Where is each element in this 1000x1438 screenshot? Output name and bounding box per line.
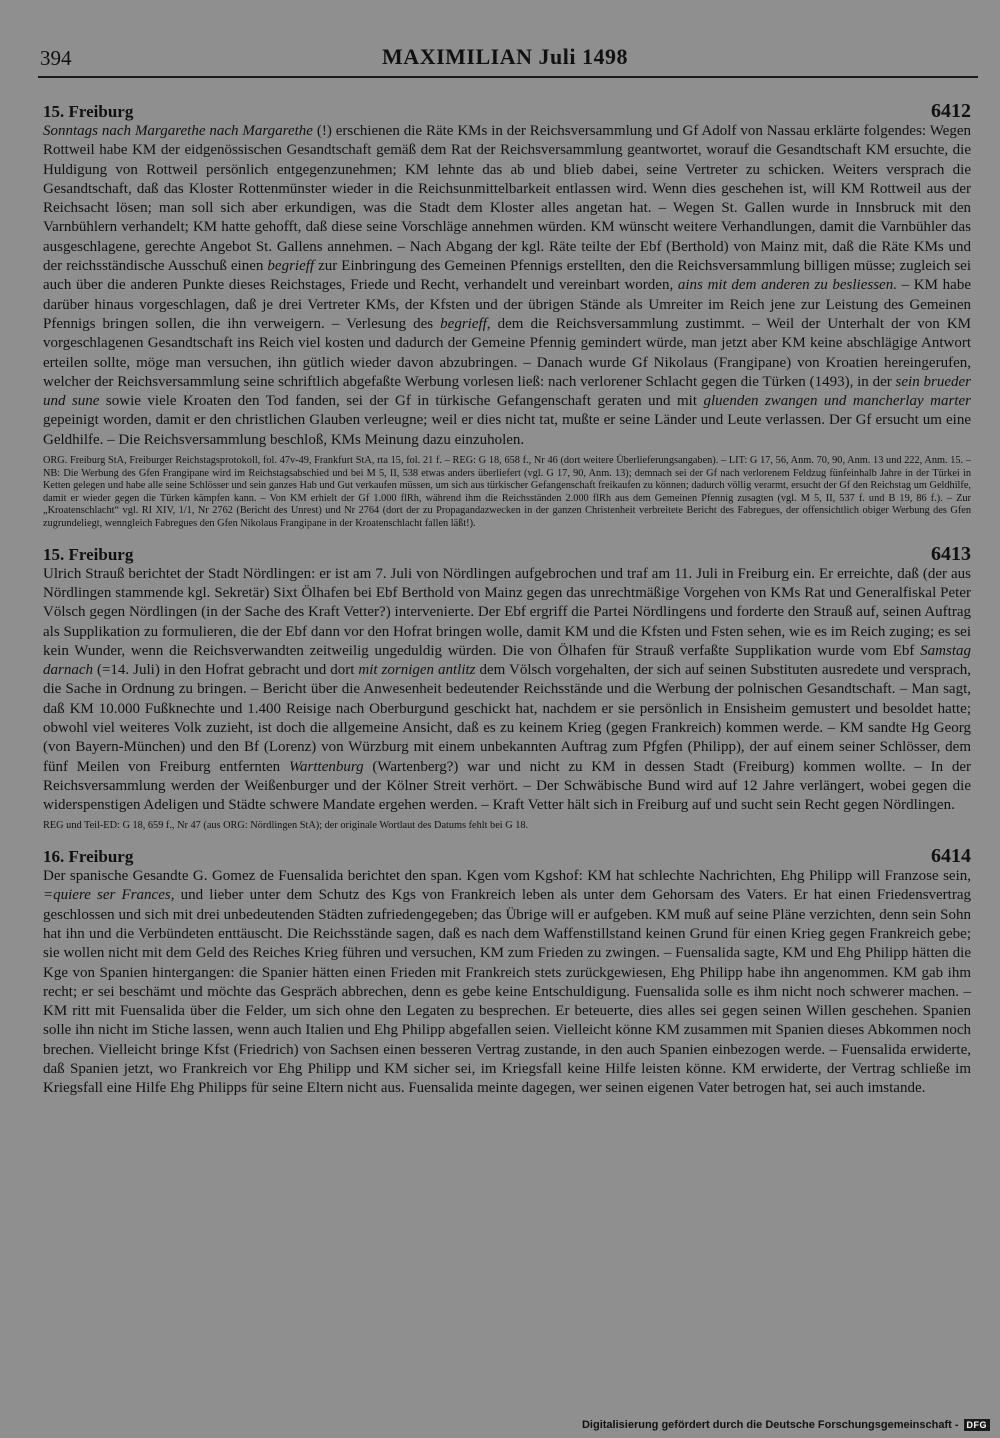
header-rule [38, 76, 978, 78]
body-text: und lieber unter dem Schutz des Kgs von Frankreich leben als unter dem Gehorsam des Vaters. Er hat einen Friedensvertrag geschlossen und sich mit drei unbedeutenden Städten zufriedengegeben; das Übrige will er aufgeben. KM muß auf seine Pläne verzichten, denn sein Sohn hat ihn und die Verbündeten enttäuscht. Die Reichsstände sagen, daß es nach dem Waffenstillstand keinen Grund für einen Krieg gegen Frankreich gebe; sie wollen nicht mit dem Geld des Reiches Krieg führen und versuchen, KM zum Frieden zu zwingen. – Fuensalida sagte, KM und Ehg Philipp hätten die Kge von Spanien hintergangen: die Spanier hätten einen Frieden mit Frankreich stets zurückgewiesen, Ehg Philipp habe ihn angenommen. KM gab ihm recht; er sei beschämt und möchte das Gespräch abbrechen, denn es gebe keine Entschuldigung. Fuensalida solle es ihm nicht noch schwerer machen. – KM ritt mit Fuensalida über die Felder, um sich ohne den Legaten zu besprechen. Er beteuerte, dies alles sei gegen seinen Willen geschehen. Spanien solle ihn nicht im Stiche lassen, wenn auch Italien und Ehg Philipp abgefallen seien. Vielleicht könne KM zusammen mit Spanien dieses Abkommen noch brechen. Vielleicht bringe Kfst (Friedrich) von Sachsen einen besseren Vertrag zustande, in den auch Spanien einbezogen werde. – Fuensalida erwiderte, daß Spanien jetzt, wo Frankreich vor Ehg Philipp und KM sicher sei, im Kriegsfall keine Hilfe leisten könne. KM erwiderte, der Vertrag schließe im Kriegsfall eine Hilfe Ehg Philipps für seine Eltern nicht aus. Fuensalida meinte dagegen, wer seinen eigenen Vater betrogen hat, sei auch imstande. [43, 887, 971, 1097]
body-text: Der spanische Gesandte G. Gomez de Fuensalida berichtet den span. Kgen vom Kgshof: KM hat schlechte Nachrichten, Ehg Philipp will Franzose sein, [43, 868, 971, 885]
quoted-source-text: Sonntags nach Margarethe nach Margarethe [43, 123, 313, 139]
entry-notes: ORG. Freiburg StA, Freiburger Reichstagsprotokoll, fol. 47v-49, Frankfurt StA, rta 15, fol. 21 f. – REG: G 18, 658 f., Nr 46 (dort weitere Überlieferungsangaben). – LIT: G 17, 56, Anm. 70, 90, Anm. 13 und 222, Anm. 15. – NB: Die Werbung des Gfen Frangipane wird im Reichstagsabschied und bei M 5, II, 538 etwas anders überliefert (vgl. G 17, 90, Anm. 13); demnach sei der Gf nach verlorenem Feldzug fünfeinhalb Jahre in der Türkei in Ketten gelegen und habe alle seine Schlösser und sein ganzes Hab und Gut verkaufen müssen, um sich aus türkischer Gefangenschaft freikaufen zu können; dadurch völlig verarmt, ersucht der Gf den Reichstag um Geldhilfe, damit er wieder gegen die Türken kämpfen kann. – Von KM erhielt der Gf 1.000 flRh, während ihm die Reichsständen 2.000 flRh aus dem Gemeinen Pfennig zusagten (vgl. M 5, II, 537 f. und B 19, 86 f.). – Zur „Kroatenschlacht“ vgl. RI XIV, 1/1, Nr 2762 (Bericht des Unrest) und Nr 2764 (dort der zu Propagandazwecken in der ganzen Christenheit verbreitete Bericht des Fabregues, der offensichtlich obiger Werbung des Gfen zugrundeliegt, wenngleich Fabregues den Gfen Nikolaus Frangipane in der Kroatenschlacht fallen läßt!). [43, 455, 971, 530]
quoted-source-text: gluenden zwangen und mancherlay marter [703, 393, 971, 410]
entry-heading [43, 100, 971, 122]
quoted-source-text: Warttenburg [288, 758, 364, 775]
body-text: (Wartenberg?) war und nicht zu KM in dessen Stadt (Freiburg) kommen wollte. – In der Reichsversammlung werden der Weißenburger und der Kölner Streit verhört. – Der Schwäbische Bund wird auf 12 Jahre verlängert, wobei gegen die widerspenstigen Adeligen und Städte schwere Mandate ergehen werden. – Kraft Vetter hält sich in Freiburg auf und sucht sein Recht gegen Nördlingen. [43, 758, 971, 814]
entry-body [43, 122, 971, 450]
regest-entry [43, 845, 971, 1099]
body-text: Ulrich Strauß berichtet der Stadt Nördlingen: er ist am 7. Juli von Nördlingen aufgebrochen und traf am 11. Juli in Freiburg ein. Er erreichte, daß (der aus Nördlingen stammende kgl. Sekretär) Sixt Ölhafen bei Ebf Berthold von Mainz gegen das unrechtmäßige Vorgehen von KMs Rat und Generalfiskal Peter Völsch gegen Nördlingen (in der Sache des Kraft Vetter?) intervenierte. Der Ebf ergriff die Partei Nördlingens und forderte den Strauß auf, seinen Auftrag als Supplikation zu formulieren, die der Ebf dann vor den Hofrat bringen wolle, damit KM und die Kfsten und Fsten sehen, wie es im Reich zuging; es sei kein Wunder, wenn die Reichsverwandten zeitweilig ungeduldig würden. Die von Ölhafen für Strauß verfaßte Supplikation wurde vom Ebf [43, 565, 971, 659]
running-head: MAXIMILIAN Juli 1498 [382, 44, 628, 69]
body-text: – KM habe darüber hinaus vorgeschlagen, daß je drei Vertreter KMs, der Kfsten und der übrigen Stände als Umreiter im Reich jene zur Leistung des Gemeinen Pfennigs bringen sollen, die ihn verweigern. – Verlesung des [43, 277, 971, 332]
entry-number: 6413 [931, 542, 971, 565]
body-text: dem Völsch vorgehalten, der sich auf seinen Substituten ausredete und versprach, die Sache in Ordnung zu bringen. – Bericht über die Anwesenheit bedeutender Reichsstände und die Werbung der polnischen Gesandtschaft. – Man sagt, daß KM 10.000 Fußknechte und 1.400 Reisige nach Oberburgund geschickt hat, nachdem er sie persönlich in Ensisheim gemustert und besoldet hatte; obwohl viel weiteres Volk zuzieht, ist doch die allgemeine Ansicht, daß es zu keinem Krieg (gegen Frankreich) kommen werde. – KM sandte Hg Georg (von Bayern-München) und den Bf (Lorenz) von Würzburg mit einem unbekannten Auftrag zum Pfgfen (Philipp), der auf einem seiner Schlösser, dem fünf Meilen von Freiburg entfernten [43, 662, 971, 775]
quoted-source-text: Samstag darnach [43, 642, 971, 679]
entry-number: 6414 [931, 845, 971, 868]
body-text: dem die Reichsversammlung zustimmt. – Weil der Unterhalt der von KM vorgeschlagenen Gesandtschaft ins Reich viel kosten und dadurch der Gemeine Pfennig gemindert würde, man jetzt aber KM keine abschlägige Antwort erteilen sollte, möge man versuchen, ihn gütlich wieder davon abzubringen. – Danach wurde Gf Nikolaus (Frangipane) von Kroatien hereingerufen, welcher der Reichsversammlung seine schriftlich abgefaßte Werbung vorlesen ließ: nach verlorener Schlacht gegen die Türken (1493), in der [43, 315, 971, 390]
quoted-source-text: sein brueder und sune [43, 373, 971, 410]
quoted-source-text: mit zornigen antlitz [358, 662, 476, 679]
body-text: sowie viele Kroaten den Tod fanden, sei der Gf in türkische Gefangenschaft geraten und mit [99, 393, 704, 410]
regest-entry [43, 100, 971, 531]
entries-container [43, 100, 971, 1111]
quoted-source-text: begrieff [267, 258, 315, 275]
quoted-source-text: =quiere ser Frances, [43, 887, 175, 904]
entry-body [43, 565, 971, 816]
body-text: (!) erschienen die Räte KMs in der Reichsversammlung und Gf Adolf von Nassau erklärte folgendes: Wegen Rottweil habe KM der eidgenössischen Gesandtschaft gemäß dem Rat der Reichsversammlung geantwortet, worauf die Gesandtschaft KM ersuchte, die Huldigung von Rottweil persönlich entgegenzunehmen; KM lehnte das ab und blieb dabei, seine Vertreter zu schicken. Weiters versprach die Gesandtschaft, daß das Kloster Rottenmünster wieder in die Reichsunmittelbarkeit entlassen wird. Wenn dies geschehen ist, will KM Rottweil aus der Reichsacht lösen; man soll sich aber erkundigen, was die Stadt dem Kloster alles angetan hat. – Wegen St. Gallen wurde in Innsbruck mit den Varnbühlern verhandelt; KM hatte gehofft, daß diese seine Vorschläge annehmen würden. KM wünscht weitere Verhandlungen, damit die Varnbühler das ausgeschlagene, gerechte Angebot St. Gallens annehmen. – Nach Abgang der kgl. Räte teilte der Ebf (Berthold) von Mainz mit, daß die Räte KMs und der reichsständische Ausschuß einen [43, 123, 971, 275]
entry-date: 15. Freiburg [43, 544, 134, 564]
body-text: gepeinigt worden, damit er den christlichen Glauben verleugne; weil er dies nicht tat, mußte er seine Länder und Leute verlassen. Der Gf ersucht um eine Geldhilfe. – Die Reichsversammlung beschloß, KMs Meinung dazu einzuholen. [43, 412, 971, 448]
entry-heading [43, 543, 971, 565]
entry-heading [43, 845, 971, 867]
quoted-source-text: begrieff, [440, 315, 491, 332]
body-text: zur Einbringung des Gemeinen Pfennigs erstellten, den die Reichsversammlung billigen müsse; zugleich sei auch über die anderen Punkte dieses Reichstages, Friede und Recht, verhandelt und vereinbart worden, [43, 258, 971, 294]
funding-text: Digitalisierung gefördert durch die Deutsche Forschungsgemeinschaft - [581, 1419, 959, 1431]
entry-date: 15. Freiburg [43, 102, 134, 121]
quoted-source-text: ains mit dem anderen zu besliessen. [677, 277, 897, 294]
regest-entry [43, 543, 971, 833]
entry-body [43, 867, 971, 1099]
funding-footer [582, 1417, 990, 1433]
entry-date: 16. Freiburg [43, 847, 134, 867]
page-header [40, 40, 970, 80]
body-text: (=14. Juli) in den Hofrat gebracht und dort [93, 662, 359, 679]
entry-number: 6412 [931, 100, 971, 122]
page-number: 394 [40, 46, 72, 70]
dfg-logo: DFG [964, 1419, 991, 1431]
entry-notes: REG und Teil-ED: G 18, 659 f., Nr 47 (aus ORG: Nördlingen StA); der originale Wortlaut des Datums fehlt bei G 18. [43, 820, 529, 832]
